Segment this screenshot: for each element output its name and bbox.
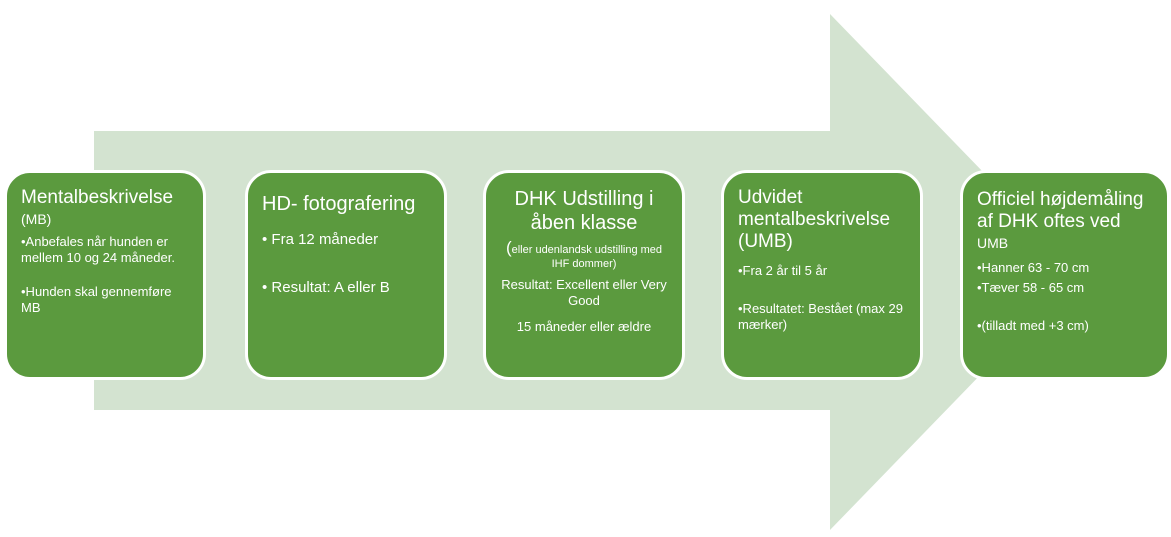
step-hoejdemaaling: [960, 170, 1170, 380]
note-paren: (: [505, 238, 512, 257]
step-hd-fotografering: [245, 170, 447, 380]
step-item: Resultat: Excellent eller Very Good: [501, 277, 667, 308]
step-item: •Hanner 63 - 70 cm: [977, 260, 1090, 275]
step-title: Udvidet mentalbeskrivelse (UMB): [738, 187, 891, 252]
step-item: •Fra 2 år til 5 år: [738, 263, 828, 278]
step-item: •(tilladt med +3 cm): [977, 318, 1089, 333]
step-dhk-udstilling: [483, 170, 685, 380]
step-item: 15 måneder eller ældre: [516, 319, 652, 334]
step-item: • Fra 12 måneder: [262, 231, 379, 248]
step-item: • Resultat: A eller B: [262, 279, 390, 296]
step-item: •Tæver 58 - 65 cm: [977, 280, 1085, 295]
step-title: Mentalbeskrivelse: [21, 187, 174, 208]
step-title: Officiel højdemåling af DHK oftes ved: [977, 189, 1144, 232]
step-title: DHK Udstilling i åben klasse: [514, 188, 654, 234]
step-udvidet-mentalbeskrivelse: [721, 170, 923, 380]
step-item: •Anbefales når hunden er mellem 10 og 24 måneder.: [21, 234, 175, 265]
note-text: eller udenlandsk udstilling med IHF dommer): [511, 244, 663, 270]
step-mentalbeskrivelse: [4, 170, 206, 380]
step-title: HD- fotografering: [262, 193, 416, 215]
step-item: •Resultatet: Bestået (max 29 mærker): [738, 301, 903, 332]
step-note: [496, 238, 672, 271]
step-subtitle: UMB: [977, 235, 1009, 251]
step-subtitle: (MB): [21, 211, 52, 227]
step-item: •Hunden skal gennemføre MB: [21, 284, 172, 315]
